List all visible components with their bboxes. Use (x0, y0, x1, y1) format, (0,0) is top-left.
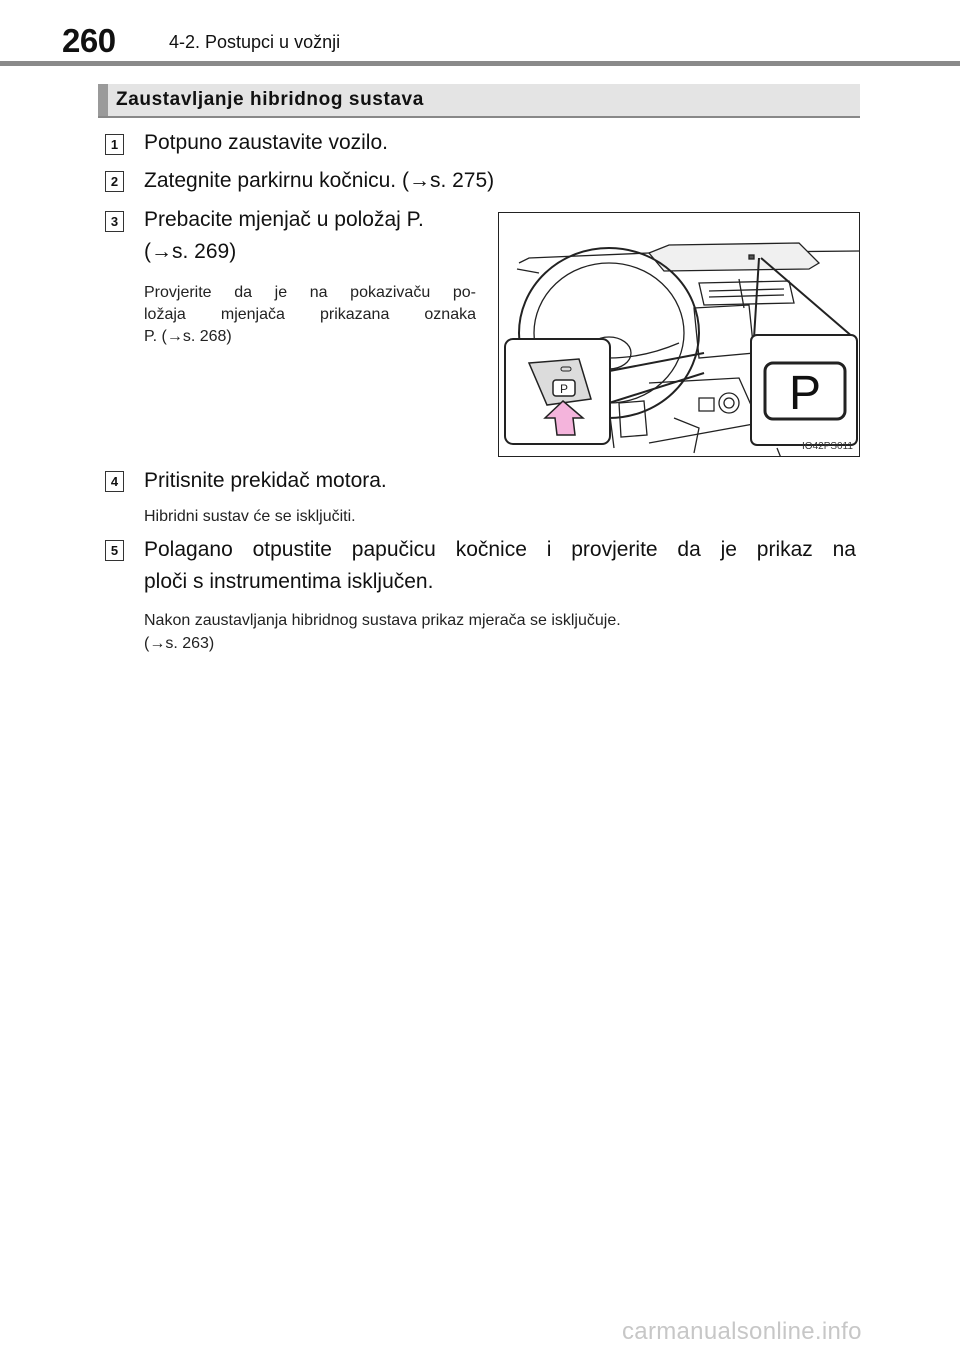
header-rule (0, 61, 960, 66)
watermark: carmanualsonline.info (622, 1318, 862, 1345)
title-accent (98, 84, 108, 116)
step-number-4: 4 (105, 471, 124, 492)
step-3-note-line1: Provjerite da je na pokazivaču po- (144, 284, 476, 301)
page-number: 260 (62, 22, 116, 59)
indicator-p-label: P (788, 367, 822, 420)
step-number-3: 3 (105, 211, 124, 232)
title-bar (98, 84, 860, 118)
step-2-text: Zategnite parkirnu kočnicu. (→s. 275) (144, 169, 495, 192)
shift-button-label: P (559, 382, 569, 396)
step-5-note-line2: (→s. 263) (144, 635, 215, 652)
step-5-note-line1: Nakon zaustavljanja hibridnog sustava prikaz mjerača se isključuje. (144, 612, 621, 629)
step-4-note: Hibridni sustav će se isključiti. (144, 508, 356, 525)
dashboard-figure (498, 212, 860, 457)
step-3-text-line2: (→s. 269) (144, 240, 237, 263)
page-title: Zaustavljanje hibridnog sustava (116, 89, 424, 110)
step-3-note-line2: ložaja mjenjača prikazana oznaka (144, 306, 476, 323)
step-3-note-line3: P. (→s. 268) (144, 328, 232, 345)
step-number-1: 1 (105, 134, 124, 155)
step-1-text: Potpuno zaustavite vozilo. (144, 131, 388, 154)
step-5-text-line1: Polagano otpustite papučicu kočnice i provjerite da je prikaz na (144, 538, 856, 561)
step-3-text-line1: Prebacite mjenjač u položaj P. (144, 208, 424, 231)
dashboard-illustration (499, 213, 860, 457)
step-number-5: 5 (105, 540, 124, 561)
step-5-text-line2: ploči s instrumentima isključen. (144, 570, 434, 593)
section-header: 4-2. Postupci u vožnji (169, 32, 341, 52)
figure-code: IO42PS011 (802, 441, 853, 452)
step-number-2: 2 (105, 171, 124, 192)
step-4-text: Pritisnite prekidač motora. (144, 469, 387, 492)
